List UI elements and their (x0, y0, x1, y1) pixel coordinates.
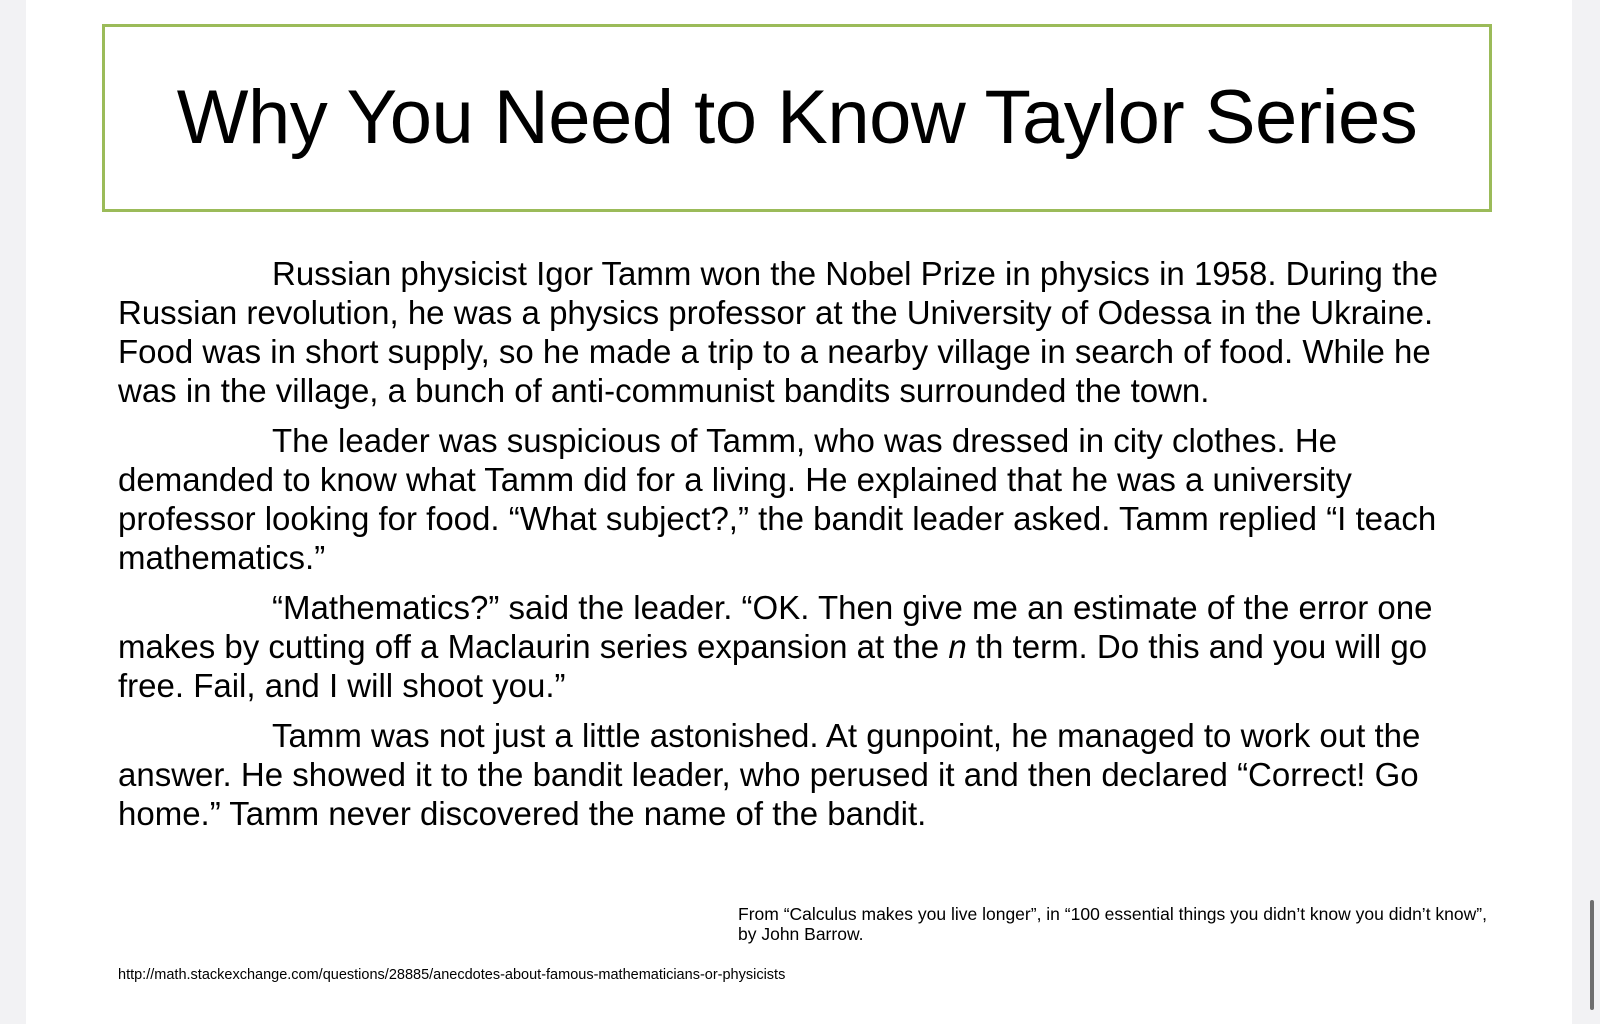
paragraph-3 (118, 588, 1498, 705)
paragraph-4: Tamm was not just a little astonished. At gunpoint, he managed to work out the answer. He showed it to the bandit leader, who perused it and then declared “Correct! Go home.” Tamm never discovered the name of the bandit. (118, 717, 1421, 832)
title-box (102, 24, 1492, 212)
source-citation: From “Calculus makes you live longer”, in “100 essential things you didn’t know you didn’t know”, by John Barrow. (738, 904, 1487, 944)
source-url: http://math.stackexchange.com/questions/28885/anecdotes-about-famous-mathematicians-or-physicists (118, 967, 786, 983)
paragraph-2: The leader was suspicious of Tamm, who was dressed in city clothes. He demanded to know what Tamm did for a living. He explained that he was a university professor looking for food. “What subject?,” the bandit leader asked. Tamm replied “I teach mathematics.” (118, 422, 1437, 576)
paragraph-1: Russian physicist Igor Tamm won the Nobel Prize in physics in 1958. During the Russian revolution, he was a physics professor at the University of Odessa in the Ukraine. Food was in short supply, so he made a trip to a nearby village in search of food. While he was in the village, a bunch of anti-communist bandits surrounded the town. (118, 255, 1438, 409)
slide-body (118, 254, 1498, 844)
paragraph-3-italic-n: n (948, 628, 967, 665)
slide-title: Why You Need to Know Taylor Series (176, 75, 1418, 160)
slide-page (26, 0, 1572, 1024)
paragraph-3-part-1: “Mathematics?” said the leader. “OK. Then give me an estimate of the error one makes by cutting off a Maclaurin series expansion at the (118, 589, 1433, 665)
paragraph-3-part-2: th term. Do this and you will go free. Fail, and I will shoot you.” (118, 628, 1428, 704)
scrollbar-thumb[interactable] (1590, 900, 1594, 1010)
